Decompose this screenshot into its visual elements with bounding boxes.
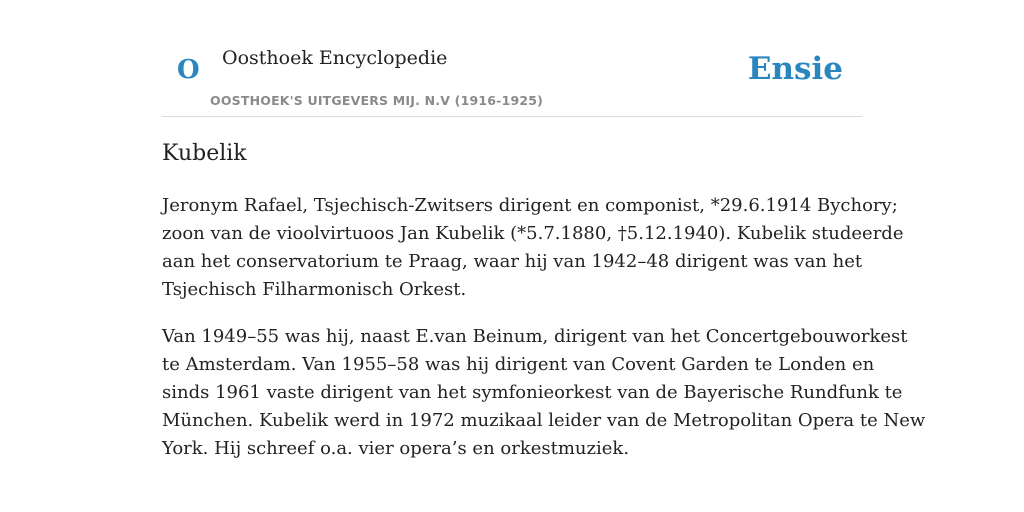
article-title: Kubelik [162,141,247,166]
paragraph-line: zoon van de vioolvirtuoos Jan Kubelik (*5.7.1880, †5.12.1940). Kubelik studeerde [162,223,904,244]
paragraph-line: sinds 1961 vaste dirigent van het symfonieorkest van de Bayerische Rundfunk te [162,382,903,403]
page-container [162,0,926,459]
source-header [162,0,862,117]
source-subtitle: OOSTHOEK'S UITGEVERS MIJ. N.V (1916-1925) [210,93,544,108]
paragraph-line: Tsjechisch Filharmonisch Orkest. [162,279,467,300]
article-paragraph-1 [162,192,904,304]
paragraph-line: York. Hij schreef o.a. vier opera’s en orkestmuziek. [162,438,630,459]
article-paragraph-2 [162,323,926,463]
source-logo-icon[interactable]: O [177,55,200,85]
paragraph-line: Jeronym Rafael, Tsjechisch-Zwitsers dirigent en componist, *29.6.1914 Bychory; [162,195,898,216]
source-title-link[interactable]: Oosthoek Encyclopedie [222,47,448,69]
paragraph-line: aan het conservatorium te Praag, waar hij van 1942–48 dirigent was van het [162,251,863,272]
paragraph-line: te Amsterdam. Van 1955–58 was hij dirigent van Covent Garden te Londen en [162,354,875,375]
ensie-logo-link[interactable]: Ensie [747,51,843,87]
paragraph-line: München. Kubelik werd in 1972 muzikaal leider van de Metropolitan Opera te New [162,410,926,431]
paragraph-line: Van 1949–55 was hij, naast E.van Beinum, dirigent van het Concertgebouworkest [162,326,908,347]
